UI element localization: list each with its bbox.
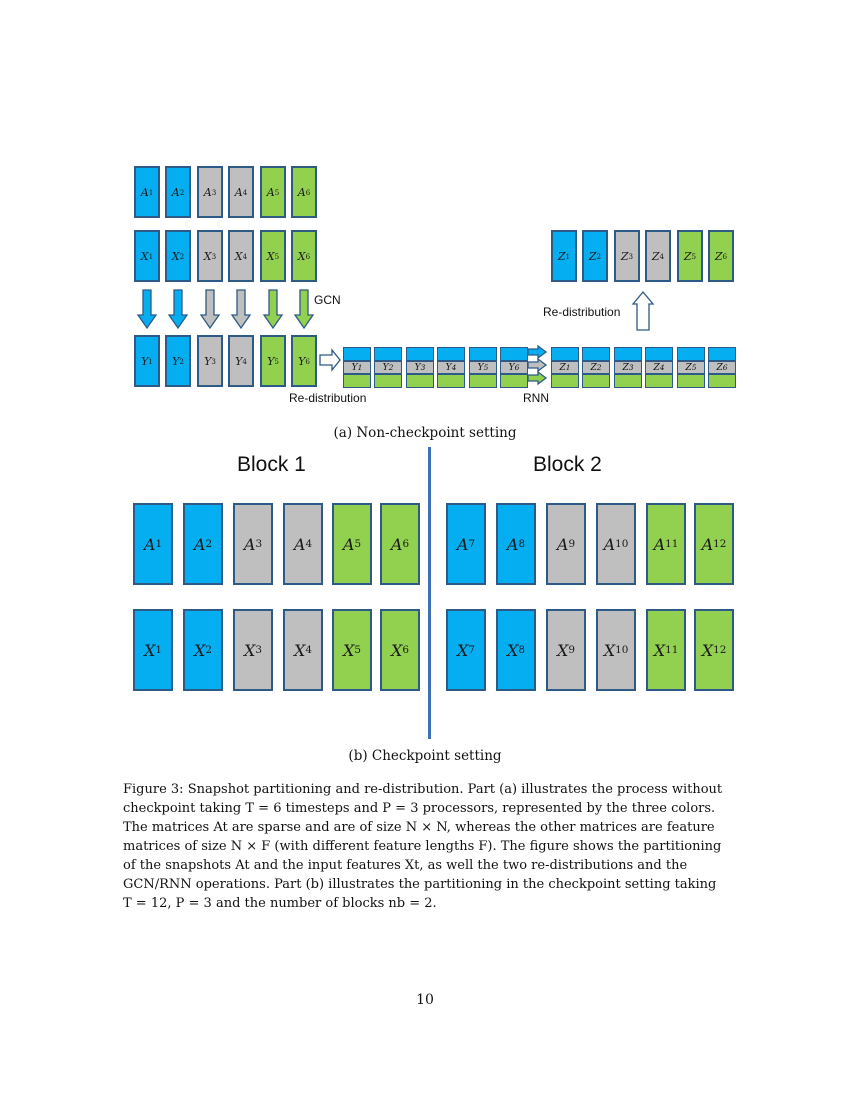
block1-matrix-a6: A 6 (380, 503, 420, 585)
feature-x2: X 2 (165, 230, 191, 282)
rnn-redistributed-z5: Z 5 (677, 347, 705, 385)
rnn-output-z2: Z 2 (582, 230, 608, 282)
rnn-output-z4: Z 4 (645, 230, 671, 282)
block-2-title: Block 2 (533, 453, 602, 476)
matrix-a1: A 1 (134, 166, 160, 218)
redistributed-y6: Y 6 (500, 347, 528, 385)
gcn-output-y4: Y 4 (228, 335, 254, 387)
rnn-arrow-2 (528, 359, 546, 371)
block1-matrix-a5: A 5 (332, 503, 372, 585)
caption-line-1: Figure 3: Snapshot partitioning and re-distribution. Part (a) illustrates the process without (123, 782, 723, 797)
rnn-arrow-1 (528, 346, 546, 358)
caption-line-6: GCN/RNN operations. Part (b) illustrates the partitioning in the checkpoint setting taking (123, 877, 717, 892)
redistributed-y5: Y 5 (469, 347, 497, 385)
block2-feature-x7: X 7 (446, 609, 486, 691)
gcn-output-y1: Y 1 (134, 335, 160, 387)
rnn-redistributed-z1: Z 1 (551, 347, 579, 385)
caption-line-4: matrices of size N × F (with different feature lengths F). The figure shows the partitioning (123, 839, 722, 854)
block1-matrix-a2: A 2 (183, 503, 223, 585)
block1-feature-x3: X 3 (233, 609, 273, 691)
feature-x1: X 1 (134, 230, 160, 282)
rnn-output-z1: Z 1 (551, 230, 577, 282)
part-a-caption: (a) Non-checkpoint setting (333, 425, 517, 441)
caption-line-7: T = 12, P = 3 and the number of blocks nb = 2. (123, 896, 437, 911)
matrix-a6: A 6 (291, 166, 317, 218)
feature-x3: X 3 (197, 230, 223, 282)
gcn-output-y6: Y 6 (291, 335, 317, 387)
block2-matrix-a11: A 11 (646, 503, 686, 585)
caption-line-2: checkpoint taking T = 6 timesteps and P = 3 processors, represented by the three colors. (123, 801, 716, 816)
block-1-title: Block 1 (237, 453, 306, 476)
redistributed-y4: Y 4 (437, 347, 465, 385)
block2-matrix-a10: A 10 (596, 503, 636, 585)
block1-feature-x4: X 4 (283, 609, 323, 691)
feature-x4: X 4 (228, 230, 254, 282)
gcn-output-y5: Y 5 (260, 335, 286, 387)
matrix-a5: A 5 (260, 166, 286, 218)
block1-matrix-a4: A 4 (283, 503, 323, 585)
block1-feature-x5: X 5 (332, 609, 372, 691)
feature-x5: X 5 (260, 230, 286, 282)
rnn-output-z6: Z 6 (708, 230, 734, 282)
rnn-redistributed-z4: Z 4 (645, 347, 673, 385)
matrix-a3: A 3 (197, 166, 223, 218)
rnn-output-z5: Z 5 (677, 230, 703, 282)
block2-feature-x11: X 11 (646, 609, 686, 691)
gcn-arrow-5 (264, 290, 282, 328)
figure-caption (123, 780, 727, 913)
gcn-label: GCN (314, 293, 341, 307)
redistribution-bottom-label: Re-distribution (289, 391, 367, 405)
rnn-arrow-3 (528, 372, 546, 384)
rnn-label: RNN (523, 391, 549, 405)
block2-feature-x9: X 9 (546, 609, 586, 691)
rnn-output-z3: Z 3 (614, 230, 640, 282)
redistribution-top-label: Re-distribution (543, 305, 621, 319)
gcn-arrow-6 (295, 290, 313, 328)
feature-x6: X 6 (291, 230, 317, 282)
gcn-output-y2: Y 2 (165, 335, 191, 387)
rnn-redistributed-z6: Z 6 (708, 347, 736, 385)
part-a-arrows (0, 0, 850, 440)
caption-line-5: of the snapshots At and the input features Xt, as well the two re-distributions and the (123, 858, 688, 873)
block1-matrix-a1: A 1 (133, 503, 173, 585)
gcn-arrow-1 (138, 290, 156, 328)
block2-matrix-a12: A 12 (694, 503, 734, 585)
block2-matrix-a8: A 8 (496, 503, 536, 585)
block2-feature-x12: X 12 (694, 609, 734, 691)
block2-feature-x10: X 10 (596, 609, 636, 691)
gcn-arrow-4 (232, 290, 250, 328)
page-number: 10 (416, 992, 434, 1008)
redistribute-right-arrow (320, 350, 340, 370)
rnn-redistributed-z3: Z 3 (614, 347, 642, 385)
rnn-redistributed-z2: Z 2 (582, 347, 610, 385)
block1-matrix-a3: A 3 (233, 503, 273, 585)
redistributed-y3: Y 3 (406, 347, 434, 385)
caption-line-3: The matrices At are sparse and are of size N × N, whereas the other matrices are feature (123, 820, 715, 835)
redistribute-up-arrow (633, 292, 653, 330)
block1-feature-x2: X 2 (183, 609, 223, 691)
block2-matrix-a7: A 7 (446, 503, 486, 585)
block2-feature-x8: X 8 (496, 609, 536, 691)
gcn-arrow-2 (169, 290, 187, 328)
block2-matrix-a9: A 9 (546, 503, 586, 585)
block-divider (428, 447, 431, 739)
gcn-output-y3: Y 3 (197, 335, 223, 387)
block1-feature-x1: X 1 (133, 609, 173, 691)
redistributed-y1: Y 1 (343, 347, 371, 385)
block1-feature-x6: X 6 (380, 609, 420, 691)
part-b-caption: (b) Checkpoint setting (348, 748, 502, 764)
matrix-a2: A 2 (165, 166, 191, 218)
matrix-a4: A 4 (228, 166, 254, 218)
redistributed-y2: Y 2 (374, 347, 402, 385)
gcn-arrow-3 (201, 290, 219, 328)
